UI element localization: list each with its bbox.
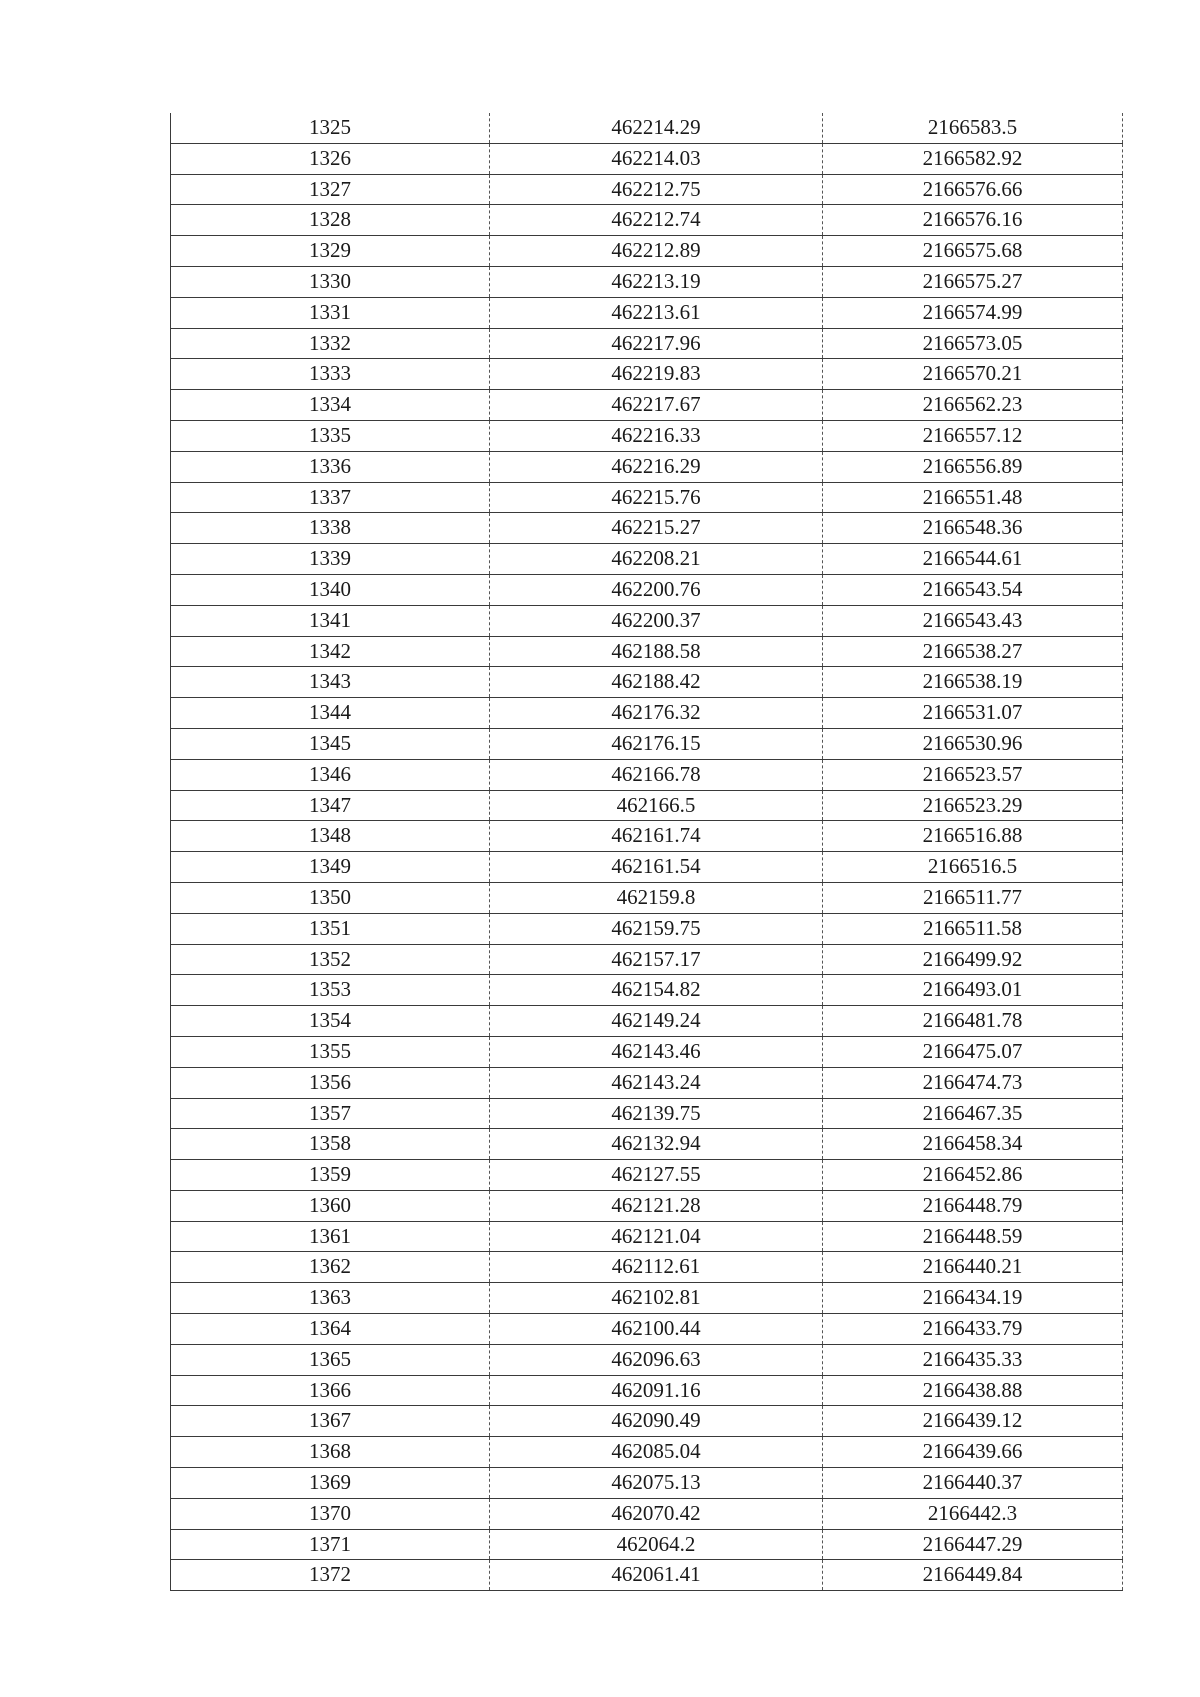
x-coordinate-cell: 462166.5 [490,790,823,821]
x-coordinate-cell: 462214.29 [490,113,823,143]
y-coordinate-cell: 2166467.35 [823,1098,1123,1129]
point-number-cell: 1349 [171,852,490,883]
point-number-cell: 1326 [171,143,490,174]
point-number-cell: 1327 [171,174,490,205]
y-coordinate-cell: 2166575.27 [823,266,1123,297]
table-row [171,236,1123,267]
x-coordinate-cell: 462208.21 [490,544,823,575]
point-number-cell: 1347 [171,790,490,821]
point-number-cell: 1346 [171,759,490,790]
point-number-cell: 1351 [171,913,490,944]
x-coordinate-cell: 462176.15 [490,728,823,759]
point-number-cell: 1363 [171,1283,490,1314]
point-number-cell: 1364 [171,1314,490,1345]
x-coordinate-cell: 462139.75 [490,1098,823,1129]
x-coordinate-cell: 462112.61 [490,1252,823,1283]
point-number-cell: 1370 [171,1498,490,1529]
y-coordinate-cell: 2166562.23 [823,390,1123,421]
x-coordinate-cell: 462200.76 [490,574,823,605]
table-row [171,1067,1123,1098]
table-row [171,1314,1123,1345]
y-coordinate-cell: 2166438.88 [823,1375,1123,1406]
y-coordinate-cell: 2166556.89 [823,451,1123,482]
point-number-cell: 1339 [171,544,490,575]
point-number-cell: 1352 [171,944,490,975]
point-number-cell: 1353 [171,975,490,1006]
point-number-cell: 1365 [171,1344,490,1375]
y-coordinate-cell: 2166544.61 [823,544,1123,575]
table-row [171,698,1123,729]
y-coordinate-cell: 2166570.21 [823,359,1123,390]
table-row [171,1160,1123,1191]
point-number-cell: 1361 [171,1221,490,1252]
table-row [171,513,1123,544]
point-number-cell: 1362 [171,1252,490,1283]
table-row [171,913,1123,944]
y-coordinate-cell: 2166440.37 [823,1468,1123,1499]
table-row [171,1406,1123,1437]
point-number-cell: 1360 [171,1190,490,1221]
x-coordinate-cell: 462212.89 [490,236,823,267]
y-coordinate-cell: 2166583.5 [823,113,1123,143]
table-row [171,944,1123,975]
y-coordinate-cell: 2166582.92 [823,143,1123,174]
table-row [171,1437,1123,1468]
table-row [171,451,1123,482]
y-coordinate-cell: 2166538.27 [823,636,1123,667]
y-coordinate-cell: 2166435.33 [823,1344,1123,1375]
table-row [171,1221,1123,1252]
x-coordinate-cell: 462075.13 [490,1468,823,1499]
x-coordinate-cell: 462091.16 [490,1375,823,1406]
x-coordinate-cell: 462216.33 [490,420,823,451]
table-row [171,544,1123,575]
x-coordinate-cell: 462212.75 [490,174,823,205]
x-coordinate-cell: 462215.27 [490,513,823,544]
x-coordinate-cell: 462217.67 [490,390,823,421]
x-coordinate-cell: 462159.75 [490,913,823,944]
y-coordinate-cell: 2166439.66 [823,1437,1123,1468]
y-coordinate-cell: 2166433.79 [823,1314,1123,1345]
table-row [171,1190,1123,1221]
point-number-cell: 1358 [171,1129,490,1160]
table-row [171,297,1123,328]
point-number-cell: 1342 [171,636,490,667]
point-number-cell: 1371 [171,1529,490,1560]
point-number-cell: 1325 [171,113,490,143]
x-coordinate-cell: 462090.49 [490,1406,823,1437]
y-coordinate-cell: 2166516.5 [823,852,1123,883]
point-number-cell: 1369 [171,1468,490,1499]
x-coordinate-cell: 462161.74 [490,821,823,852]
x-coordinate-cell: 462188.58 [490,636,823,667]
x-coordinate-cell: 462161.54 [490,852,823,883]
x-coordinate-cell: 462215.76 [490,482,823,513]
x-coordinate-cell: 462143.24 [490,1067,823,1098]
point-number-cell: 1337 [171,482,490,513]
point-number-cell: 1372 [171,1560,490,1591]
point-number-cell: 1367 [171,1406,490,1437]
x-coordinate-cell: 462132.94 [490,1129,823,1160]
table-row [171,482,1123,513]
point-number-cell: 1332 [171,328,490,359]
point-number-cell: 1336 [171,451,490,482]
table-row [171,728,1123,759]
table-row [171,821,1123,852]
x-coordinate-cell: 462213.19 [490,266,823,297]
y-coordinate-cell: 2166530.96 [823,728,1123,759]
point-number-cell: 1357 [171,1098,490,1129]
table-row [171,667,1123,698]
x-coordinate-cell: 462176.32 [490,698,823,729]
x-coordinate-cell: 462064.2 [490,1529,823,1560]
y-coordinate-cell: 2166576.66 [823,174,1123,205]
coordinate-table [170,113,1123,1591]
y-coordinate-cell: 2166474.73 [823,1067,1123,1098]
table-row [171,759,1123,790]
point-number-cell: 1359 [171,1160,490,1191]
point-number-cell: 1330 [171,266,490,297]
point-number-cell: 1341 [171,605,490,636]
table-row [171,1129,1123,1160]
y-coordinate-cell: 2166576.16 [823,205,1123,236]
y-coordinate-cell: 2166448.79 [823,1190,1123,1221]
x-coordinate-cell: 462100.44 [490,1314,823,1345]
x-coordinate-cell: 462213.61 [490,297,823,328]
y-coordinate-cell: 2166523.57 [823,759,1123,790]
table-row [171,636,1123,667]
table-row [171,359,1123,390]
table-row [171,574,1123,605]
table-row [171,1036,1123,1067]
table-row [171,605,1123,636]
x-coordinate-cell: 462096.63 [490,1344,823,1375]
table-row [171,1006,1123,1037]
point-number-cell: 1350 [171,882,490,913]
y-coordinate-cell: 2166452.86 [823,1160,1123,1191]
table-row [171,143,1123,174]
x-coordinate-cell: 462219.83 [490,359,823,390]
point-number-cell: 1331 [171,297,490,328]
point-number-cell: 1333 [171,359,490,390]
table-row [171,328,1123,359]
x-coordinate-cell: 462121.04 [490,1221,823,1252]
table-row [171,1252,1123,1283]
point-number-cell: 1329 [171,236,490,267]
table-row [171,1468,1123,1499]
point-number-cell: 1348 [171,821,490,852]
y-coordinate-cell: 2166449.84 [823,1560,1123,1591]
x-coordinate-cell: 462214.03 [490,143,823,174]
x-coordinate-cell: 462200.37 [490,605,823,636]
table-row [171,390,1123,421]
point-number-cell: 1368 [171,1437,490,1468]
x-coordinate-cell: 462154.82 [490,975,823,1006]
table-row [171,1098,1123,1129]
x-coordinate-cell: 462102.81 [490,1283,823,1314]
y-coordinate-cell: 2166548.36 [823,513,1123,544]
y-coordinate-cell: 2166523.29 [823,790,1123,821]
y-coordinate-cell: 2166575.68 [823,236,1123,267]
x-coordinate-cell: 462216.29 [490,451,823,482]
x-coordinate-cell: 462085.04 [490,1437,823,1468]
y-coordinate-cell: 2166511.77 [823,882,1123,913]
x-coordinate-cell: 462188.42 [490,667,823,698]
y-coordinate-cell: 2166573.05 [823,328,1123,359]
point-number-cell: 1328 [171,205,490,236]
table-row [171,1529,1123,1560]
point-number-cell: 1335 [171,420,490,451]
x-coordinate-cell: 462070.42 [490,1498,823,1529]
x-coordinate-cell: 462143.46 [490,1036,823,1067]
point-number-cell: 1343 [171,667,490,698]
point-number-cell: 1340 [171,574,490,605]
y-coordinate-cell: 2166538.19 [823,667,1123,698]
table-row [171,1498,1123,1529]
x-coordinate-cell: 462212.74 [490,205,823,236]
x-coordinate-cell: 462166.78 [490,759,823,790]
table-row [171,266,1123,297]
table-row [171,790,1123,821]
y-coordinate-cell: 2166511.58 [823,913,1123,944]
y-coordinate-cell: 2166543.54 [823,574,1123,605]
coordinate-table-body [171,113,1123,1591]
y-coordinate-cell: 2166531.07 [823,698,1123,729]
x-coordinate-cell: 462127.55 [490,1160,823,1191]
y-coordinate-cell: 2166442.3 [823,1498,1123,1529]
x-coordinate-cell: 462061.41 [490,1560,823,1591]
y-coordinate-cell: 2166499.92 [823,944,1123,975]
point-number-cell: 1366 [171,1375,490,1406]
y-coordinate-cell: 2166516.88 [823,821,1123,852]
table-row [171,205,1123,236]
point-number-cell: 1354 [171,1006,490,1037]
y-coordinate-cell: 2166447.29 [823,1529,1123,1560]
x-coordinate-cell: 462217.96 [490,328,823,359]
point-number-cell: 1334 [171,390,490,421]
table-row [171,975,1123,1006]
y-coordinate-cell: 2166481.78 [823,1006,1123,1037]
table-row [171,113,1123,143]
y-coordinate-cell: 2166475.07 [823,1036,1123,1067]
y-coordinate-cell: 2166493.01 [823,975,1123,1006]
y-coordinate-cell: 2166440.21 [823,1252,1123,1283]
table-row [171,882,1123,913]
table-row [171,852,1123,883]
point-number-cell: 1344 [171,698,490,729]
table-row [171,1375,1123,1406]
point-number-cell: 1356 [171,1067,490,1098]
point-number-cell: 1345 [171,728,490,759]
y-coordinate-cell: 2166543.43 [823,605,1123,636]
table-row [171,174,1123,205]
y-coordinate-cell: 2166458.34 [823,1129,1123,1160]
x-coordinate-cell: 462157.17 [490,944,823,975]
point-number-cell: 1355 [171,1036,490,1067]
y-coordinate-cell: 2166557.12 [823,420,1123,451]
y-coordinate-cell: 2166439.12 [823,1406,1123,1437]
table-row [171,1560,1123,1591]
y-coordinate-cell: 2166574.99 [823,297,1123,328]
table-row [171,1344,1123,1375]
table-row [171,420,1123,451]
y-coordinate-cell: 2166448.59 [823,1221,1123,1252]
x-coordinate-cell: 462159.8 [490,882,823,913]
table-row [171,1283,1123,1314]
y-coordinate-cell: 2166551.48 [823,482,1123,513]
x-coordinate-cell: 462121.28 [490,1190,823,1221]
y-coordinate-cell: 2166434.19 [823,1283,1123,1314]
x-coordinate-cell: 462149.24 [490,1006,823,1037]
point-number-cell: 1338 [171,513,490,544]
